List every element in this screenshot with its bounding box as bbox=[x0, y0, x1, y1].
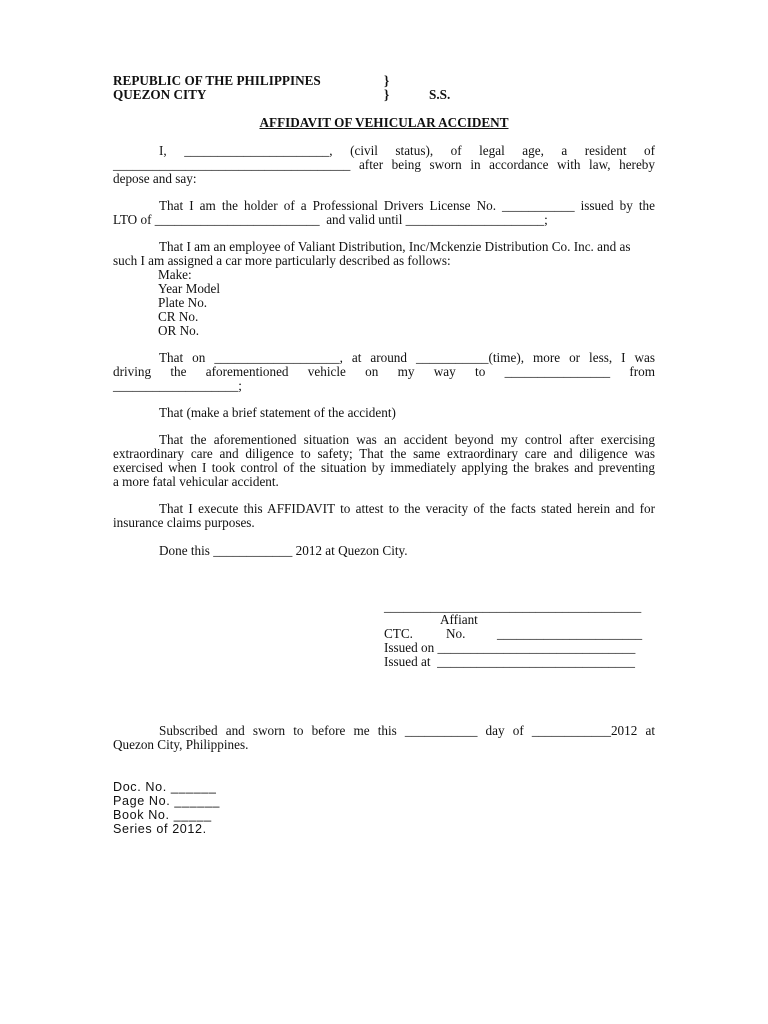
header-republic: REPUBLIC OF THE PHILIPPINES bbox=[113, 73, 321, 88]
ctc-blank: ______________________ bbox=[497, 626, 643, 641]
incident-line-3: ___________________; bbox=[113, 378, 242, 393]
vehicle-make: Make: bbox=[158, 267, 192, 282]
execute-line-2: insurance claims purposes. bbox=[113, 515, 255, 530]
situation-line-2: extraordinary care and diligence to safety; That the same extraordinary care and diligence was bbox=[113, 446, 655, 461]
vehicle-cr-no: CR No. bbox=[158, 309, 199, 324]
header-city: QUEZON CITY bbox=[113, 87, 207, 102]
jurat-line-2: Quezon City, Philippines. bbox=[113, 737, 249, 752]
ctc-no-label: No. bbox=[446, 626, 466, 641]
license-line-1: That I am the holder of a Professional Drivers License No. ___________ issued by the bbox=[159, 198, 655, 213]
page-no: Page No. ______ bbox=[113, 794, 221, 808]
situation-line-4: a more fatal vehicular accident. bbox=[113, 474, 279, 489]
issued-on-line: Issued on ______________________________ bbox=[384, 640, 636, 655]
intro-line-2: ____________________________________ after being sworn in accordance with law, hereby bbox=[113, 157, 655, 172]
header-brace-2: } bbox=[384, 87, 390, 102]
vehicle-or-no: OR No. bbox=[158, 323, 200, 338]
header-ss: S.S. bbox=[429, 87, 451, 102]
situation-line-3: exercised when I took control of the situation by immediately applying the brakes and preventing bbox=[113, 460, 655, 475]
jurat-line-1: Subscribed and sworn to before me this ___________ day of ____________2012 at bbox=[159, 723, 655, 738]
vehicle-plate-no: Plate No. bbox=[158, 295, 208, 310]
done-this-line: Done this ____________ 2012 at Quezon City. bbox=[159, 543, 408, 558]
incident-line-1: That on ___________________, at around ___________(time), more or less, I was bbox=[159, 350, 655, 365]
license-line-2: LTO of _________________________ and valid until _____________________; bbox=[113, 212, 548, 227]
issued-at-line: Issued at ______________________________ bbox=[384, 654, 635, 669]
execute-line-1: That I execute this AFFIDAVIT to attest to the veracity of the facts stated herein and for bbox=[159, 501, 655, 516]
series-of: Series of 2012. bbox=[113, 822, 207, 836]
incident-line-2: driving the aforementioned vehicle on my way to ________________ from bbox=[113, 364, 655, 379]
intro-line-1: I, ______________________, (civil status), of legal age, a resident of bbox=[159, 143, 655, 158]
affiant-label: Affiant bbox=[440, 612, 478, 627]
employee-line-2: such I am assigned a car more particularly described as follows: bbox=[113, 253, 451, 268]
document-title: AFFIDAVIT OF VEHICULAR ACCIDENT bbox=[259, 115, 509, 130]
accident-statement: That (make a brief statement of the accident) bbox=[159, 405, 396, 420]
book-no: Book No. _____ bbox=[113, 808, 212, 822]
header-brace-1: } bbox=[384, 73, 390, 88]
situation-line-1: That the aforementioned situation was an accident beyond my control after exercising bbox=[159, 432, 655, 447]
ctc-label: CTC. bbox=[384, 626, 413, 641]
doc-no: Doc. No. ______ bbox=[113, 780, 217, 794]
intro-line-3: depose and say: bbox=[113, 171, 197, 186]
vehicle-year-model: Year Model bbox=[158, 281, 221, 296]
affiant-signature-line: _______________________________________ bbox=[384, 599, 642, 614]
employee-line-1: That I am an employee of Valiant Distribution, Inc/Mckenzie Distribution Co. Inc. and as bbox=[159, 239, 631, 254]
